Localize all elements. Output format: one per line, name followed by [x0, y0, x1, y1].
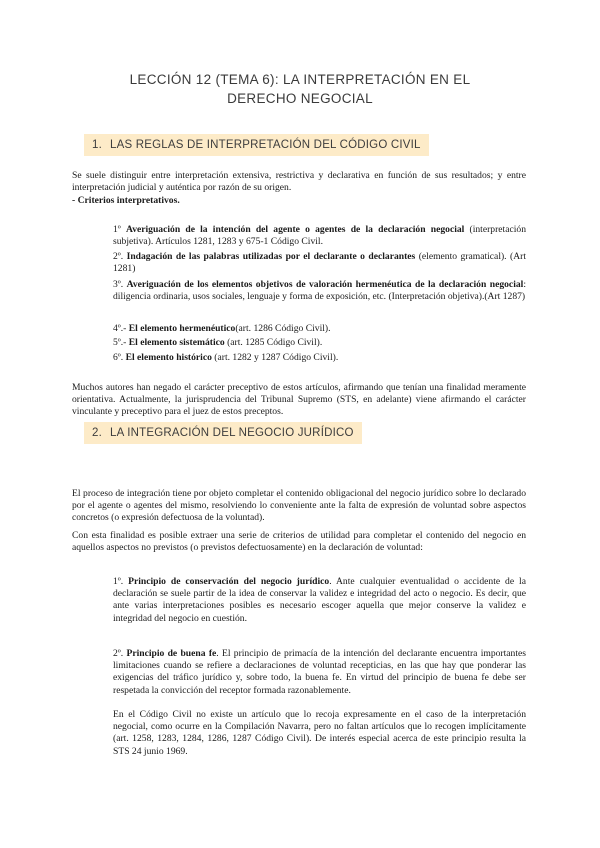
section-1-title: LAS REGLAS DE INTERPRETACIÓN DEL CÓDIGO CIVIL — [110, 139, 421, 151]
principle-2-extra: En el Código Civil no existe un artículo que lo recoja expresamente en el caso de la interpretación negocial, como ocurre en la Compilación Navarra, pero no faltan artículos que lo recogen implícitamente (art. 1258, 1283, 1284, 1286, 1287 Código Civil). De interés especial acerca de este principio resulta la STS 24 junio 1969. — [113, 709, 526, 757]
principle-2-title: Principio de buena fe — [126, 648, 217, 659]
criterion-3: 3º. Averiguación de los elementos objetivos de valoración hermenéutica de la declaración negocial: diligencia ordinaria, usos sociales, lenguaje y forma de exposición, etc. (Interpretación objetiva).(Art 1287) — [113, 279, 526, 303]
principle-2: 2º. Principio de buena fe. El principio de primacía de la intención del declarante encuentra importantes limitaciones cuando se refiere a declaraciones de voluntad recepticias, en las que hay que ponderar las exigencias del tráfico jurídico y, sobre todo, la buena fe. En virtud del principio de buena fe debe ser respetada la convicción del receptor formada razonablemente. — [113, 648, 526, 696]
section-1-intro: Se suele distinguir entre interpretación extensiva, restrictiva y declarativa en función de sus resultados; y entre interpretación judicial y auténtica por razón de su origen. — [72, 170, 526, 194]
section-1-heading — [84, 134, 429, 156]
section-2-title: LA INTEGRACIÓN DEL NEGOCIO JURÍDICO — [110, 427, 354, 439]
section-2-heading — [84, 422, 362, 444]
principle-1-title: Principio de conservación del negocio jurídico — [128, 576, 330, 587]
criterion-2: 2º. Indagación de las palabras utilizadas por el declarante o declarantes (elemento gramatical). (Art 1281) — [113, 251, 526, 275]
criterion-5-title: El elemento sistemático — [128, 337, 225, 348]
section-1-closing: Muchos autores han negado el carácter preceptivo de estos artículos, afirmando que tenían una finalidad meramente orientativa. Actualmente, la jurisprudencia del Tribunal Supremo (STS, en adelante) viene afirmando el carácter vinculante y preceptivo para el juez de estos preceptos. — [72, 382, 526, 418]
criterion-2-title: Indagación de las palabras utilizadas por el declarante o declarantes — [126, 251, 416, 262]
criterion-3-title: Averiguación de los elementos objetivos de valoración hermenéutica de la declaración negocial — [126, 279, 524, 290]
criteria-label-text: - Criterios interpretativos. — [72, 195, 180, 206]
criterion-4-title: El elemento hermenéutico — [128, 323, 236, 334]
section-2-intro: El proceso de integración tiene por objeto completar el contenido obligacional del negocio jurídico sobre lo declarado por el agente o agentes del mismo, resolviendo lo conveniente ante la falta de expresión de voluntad sobre aspectos concretos (o expresión defectuosa de la voluntad). — [72, 488, 526, 524]
criterion-6-title: El elemento histórico — [125, 352, 212, 363]
criterion-4: 4º.- El elemento hermenéutico(art. 1286 Código Civil). — [113, 323, 331, 334]
criterion-1-title: Averiguación de la intención del agente o agentes de la declaración negocial — [125, 224, 465, 235]
principle-1: 1º. Principio de conservación del negocio jurídico. Ante cualquier eventualidad o accidente de la declaración se suele partir de la idea de conservar la validez e integridad del acto o negocio. Es decir, que ante varias interpretaciones posibles es necesario escoger aquella que mejor conserve la validez e integridad del negocio en cuestión. — [113, 576, 526, 624]
criterion-6: 6º. El elemento histórico (art. 1282 y 1287 Código Civil). — [113, 352, 339, 363]
criterion-1: 1º Averiguación de la intención del agente o agentes de la declaración negocial (interpretación subjetiva). Artículos 1281, 1283 y 675-1 Código Civil. — [113, 224, 526, 248]
section-1-number: 1. — [92, 139, 102, 151]
criteria-label — [72, 195, 526, 207]
section-2-intro-2: Con esta finalidad es posible extraer una serie de criterios de utilidad para completar el contenido del negocio en aquellos aspectos no previstos (o previstos defectuosamente) en la declaración de voluntad: — [72, 530, 526, 554]
section-2-number: 2. — [92, 427, 102, 439]
page-title: LECCIÓN 12 (TEMA 6): LA INTERPRETACIÓN EN EL DERECHO NEGOCIAL — [129, 72, 471, 106]
criterion-5: 5º.- El elemento sistemático (art. 1285 Código Civil). — [113, 337, 323, 348]
